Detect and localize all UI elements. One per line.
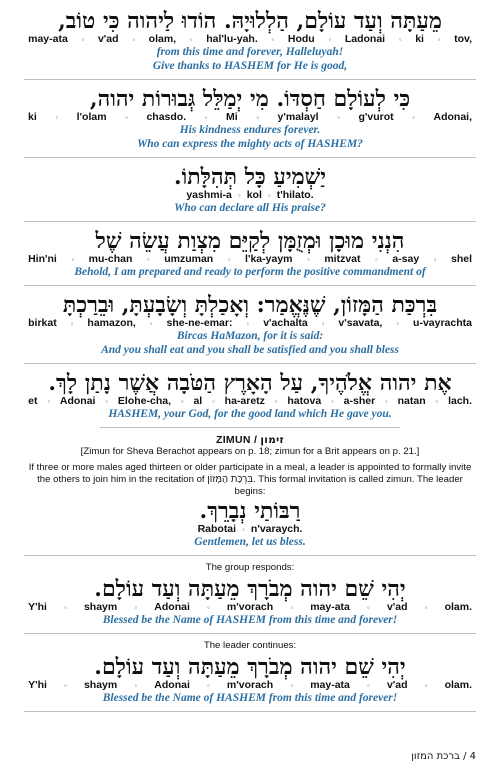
- word-separator: ◦: [132, 35, 136, 44]
- translit-word: Hin'ni: [28, 253, 57, 265]
- zimun-note: [Zimun for Sheva Berachot appears on p. 18; zimun for a Brit appears on p. 21.]: [80, 446, 420, 457]
- leader2-translation: [24, 691, 476, 705]
- translit-word: Adonai: [154, 679, 190, 691]
- page-footer: 4 / ברכת המזון: [411, 751, 476, 762]
- translit-word: Hodu: [287, 33, 315, 45]
- translit-word: olam.: [444, 601, 472, 613]
- word-separator: ◦: [274, 397, 278, 406]
- word-separator: ◦: [70, 319, 74, 328]
- translit-word: birkat: [28, 317, 57, 329]
- translit-word: l'ka-yaym: [245, 253, 293, 265]
- verse-transliteration: [24, 189, 476, 201]
- word-separator: ◦: [227, 255, 231, 264]
- leader-hebrew: רַבּוֹתַי נְבָרֵךְ.: [199, 498, 301, 524]
- verse-block: [24, 370, 476, 421]
- translit-word: Y'hi: [28, 601, 47, 613]
- divider: [24, 711, 476, 712]
- translit-word: olam.: [444, 679, 472, 691]
- translit-word: may-ata: [310, 679, 350, 691]
- word-separator: ◦: [290, 603, 294, 612]
- translit-word: hal'lu-yah.: [206, 33, 258, 45]
- verse-transliteration: [24, 317, 476, 329]
- word-separator: ◦: [55, 113, 59, 122]
- translit-word: al: [193, 395, 203, 407]
- translit-word: mu-chan: [88, 253, 133, 265]
- translit-word: Mi: [226, 111, 238, 123]
- leader2-translation-text: Blessed be the Name of HASHEM from this time and forever!: [102, 692, 398, 704]
- word-separator: ◦: [374, 255, 378, 264]
- word-separator: ◦: [71, 255, 75, 264]
- group-translation-text: Blessed be the Name of HASHEM from this time and forever!: [102, 614, 398, 626]
- leader2-label: The leader continues:: [203, 640, 297, 651]
- zimun-heading: ZIMUN / זימון: [215, 434, 284, 446]
- translit-word: shel: [450, 253, 472, 265]
- translit-word: g'vurot: [358, 111, 394, 123]
- word-separator: ◦: [267, 191, 271, 200]
- translit-word: et: [28, 395, 38, 407]
- word-separator: ◦: [331, 397, 334, 406]
- verse-translation: And you shall eat and you shall be satisfied and you shall bless: [101, 344, 399, 356]
- translit-word: hatova: [287, 395, 322, 407]
- leader-invitation: [24, 498, 476, 549]
- word-separator: ◦: [435, 397, 439, 406]
- translit-word: mitzvat: [324, 253, 361, 265]
- word-separator: ◦: [328, 35, 332, 44]
- word-separator: ◦: [424, 603, 428, 612]
- verse-translation: HASHEM, your God, for the good land which He gave you.: [108, 408, 392, 420]
- word-separator: ◦: [437, 35, 441, 44]
- translit-word: Y'hi: [28, 679, 47, 691]
- translit-word: l'olam: [76, 111, 107, 123]
- verse-translation: Behold, I am prepared and ready to perform the positive commandment of: [74, 266, 426, 278]
- verse-block: [24, 164, 476, 215]
- verse-hebrew: יַשְׁמִיעַ כָּל תְּהִלָּתוֹ.: [173, 164, 327, 190]
- verse-translation: from this time and forever, Halleluyah!: [156, 46, 344, 58]
- word-separator: ◦: [242, 525, 245, 534]
- translit-word: olam,: [148, 33, 177, 45]
- translit-word: v'achalta: [263, 317, 308, 329]
- zimun-heading-he: זימון: [260, 434, 284, 446]
- translit-word: Adonai: [59, 395, 96, 407]
- word-separator: ◦: [81, 35, 85, 44]
- verse-translation: His kindness endures forever.: [179, 124, 321, 136]
- verse-hebrew: מֵעַתָּה וְעַד עוֹלָם, הַלְלוּיָהּ. הוֹדוּ לַיהוה כִּי טוֹב,: [58, 8, 442, 34]
- verse-transliteration: [24, 395, 476, 407]
- word-separator: ◦: [237, 191, 241, 200]
- word-separator: ◦: [321, 319, 325, 328]
- leader-continuation: [24, 654, 476, 705]
- word-separator: ◦: [367, 603, 370, 612]
- translit-word: n'varaych.: [250, 523, 303, 535]
- word-separator: ◦: [212, 397, 215, 406]
- word-separator: ◦: [180, 397, 184, 406]
- leader2-hebrew: יְהִי שֵׁם יהוה מְבֹרָךְ מֵעַתָּה וְעַד עוֹלָם.: [94, 654, 406, 680]
- word-separator: ◦: [337, 113, 340, 122]
- verse-block: [24, 86, 476, 151]
- translit-word: ki: [415, 33, 424, 45]
- word-separator: ◦: [367, 681, 370, 690]
- translit-word: v'ad: [386, 601, 408, 613]
- translit-word: Elohe-cha,: [117, 395, 172, 407]
- divider: [24, 555, 476, 556]
- translit-word: ki: [28, 111, 37, 123]
- translit-word: y'malayl: [277, 111, 319, 123]
- verse-translation: Who can declare all His praise?: [174, 202, 326, 214]
- verse-transliteration: [24, 33, 476, 45]
- translit-word: t'hilato.: [276, 189, 314, 201]
- translit-word: shaym: [83, 679, 118, 691]
- word-separator: ◦: [306, 255, 310, 264]
- word-separator: ◦: [271, 35, 275, 44]
- word-separator: ◦: [134, 681, 138, 690]
- divider: [24, 157, 476, 158]
- zimun-instruction: If three or more males aged thirteen or older participate in a meal, a leader is appointed to formally invite the others to join him in the recitation of בִּרְכַּת הַמָּזוֹן. This formal invitation is called zimun. The leader begins:: [28, 462, 472, 497]
- verse-transliteration: [24, 253, 476, 265]
- word-separator: ◦: [47, 397, 51, 406]
- verse-hebrew: אֶת יהוה אֱלֹהֶיךָ, עַל הָאָרֶץ הַטֹּבָה אֲשֶׁר נָתַן לָךְ.: [48, 370, 452, 396]
- translit-word: m'vorach: [226, 601, 274, 613]
- leader-translation: Gentlemen, let us bless.: [194, 536, 306, 548]
- translit-word: Adonai,: [433, 111, 472, 123]
- leader-transliteration: [24, 523, 476, 535]
- divider: [24, 79, 476, 80]
- translit-word: Adonai: [154, 601, 190, 613]
- zimun-heading-en: ZIMUN: [215, 434, 251, 446]
- divider: [24, 363, 476, 364]
- verse-hebrew: כִּי לְעוֹלָם חַסְדּוֹ. מִי יְמַלֵּל גְּבוּרוֹת יהוה,: [89, 86, 411, 112]
- translit-word: m'vorach: [226, 679, 274, 691]
- group-transliteration: [24, 601, 476, 613]
- word-separator: ◦: [412, 113, 415, 122]
- group-hebrew: יְהִי שֵׁם יהוה מְבֹרָךְ מֵעַתָּה וְעַד עוֹלָם.: [94, 576, 406, 602]
- translit-word: v'savata,: [338, 317, 383, 329]
- word-separator: ◦: [398, 35, 402, 44]
- translit-word: Rabotai: [197, 523, 237, 535]
- translit-word: kol: [246, 189, 262, 201]
- divider: [24, 633, 476, 634]
- word-separator: ◦: [246, 319, 250, 328]
- word-separator: ◦: [146, 255, 150, 264]
- word-separator: ◦: [204, 113, 208, 122]
- word-separator: ◦: [64, 681, 67, 690]
- translit-word: ha-aretz: [224, 395, 265, 407]
- translit-word: hamazon,: [87, 317, 136, 329]
- word-separator: ◦: [134, 603, 138, 612]
- translit-word: may-ata: [310, 601, 350, 613]
- verse-translation: Give thanks to HASHEM for He is good,: [152, 60, 348, 72]
- translit-word: yashmi-a: [186, 189, 232, 201]
- translit-word: a-sher: [343, 395, 376, 407]
- verse-block: [24, 228, 476, 279]
- translit-word: u-vayrachta: [413, 317, 472, 329]
- word-separator: ◦: [396, 319, 400, 328]
- verse-translation: Bircas HaMazon, for it is said:: [176, 330, 324, 342]
- word-separator: ◦: [189, 35, 193, 44]
- word-separator: ◦: [433, 255, 437, 264]
- verse-hebrew: בִּרְכַּת הַמָּזוֹן, שֶׁנֶּאֱמַר: וְאָכַלְתָּ וְשָׂבָעְתָּ, וּבֵרַכְתָּ: [62, 292, 438, 318]
- word-separator: ◦: [105, 397, 109, 406]
- divider: [24, 221, 476, 222]
- group-label: The group responds:: [205, 562, 295, 573]
- word-separator: ◦: [256, 113, 260, 122]
- translit-word: chasdo.: [146, 111, 187, 123]
- word-separator: ◦: [206, 603, 210, 612]
- translit-word: may-ata: [28, 33, 68, 45]
- verses: [24, 8, 476, 428]
- word-separator: ◦: [125, 113, 128, 122]
- translit-word: she-ne-emar:: [166, 317, 233, 329]
- divider: [24, 285, 476, 286]
- translit-word: shaym: [83, 601, 118, 613]
- word-separator: ◦: [206, 681, 210, 690]
- translit-word: v'ad: [386, 679, 408, 691]
- verse-block: [24, 292, 476, 357]
- word-separator: ◦: [290, 681, 294, 690]
- verse-hebrew: הִנְנִי מוּכָן וּמְזֻמָּן לְקַיֵּם מִצְוַת עֲשֵׂה שֶׁל: [95, 228, 405, 254]
- verse-translation: Who can express the mighty acts of HASHEM?: [137, 138, 363, 150]
- divider: [100, 427, 400, 428]
- translit-word: Ladonai: [344, 33, 386, 45]
- leader2-transliteration: [24, 679, 476, 691]
- group-response: [24, 576, 476, 627]
- translit-word: a-say: [392, 253, 420, 265]
- translit-word: v'ad: [97, 33, 119, 45]
- word-separator: ◦: [424, 681, 428, 690]
- word-separator: ◦: [384, 397, 388, 406]
- word-separator: ◦: [64, 603, 67, 612]
- translit-word: natan: [397, 395, 426, 407]
- translit-word: lach.: [448, 395, 472, 407]
- verse-transliteration: [24, 111, 476, 123]
- translit-word: tov,: [454, 33, 472, 45]
- group-translation: [24, 613, 476, 627]
- translit-word: umzuman: [164, 253, 214, 265]
- verse-block: [24, 8, 476, 73]
- word-separator: ◦: [149, 319, 153, 328]
